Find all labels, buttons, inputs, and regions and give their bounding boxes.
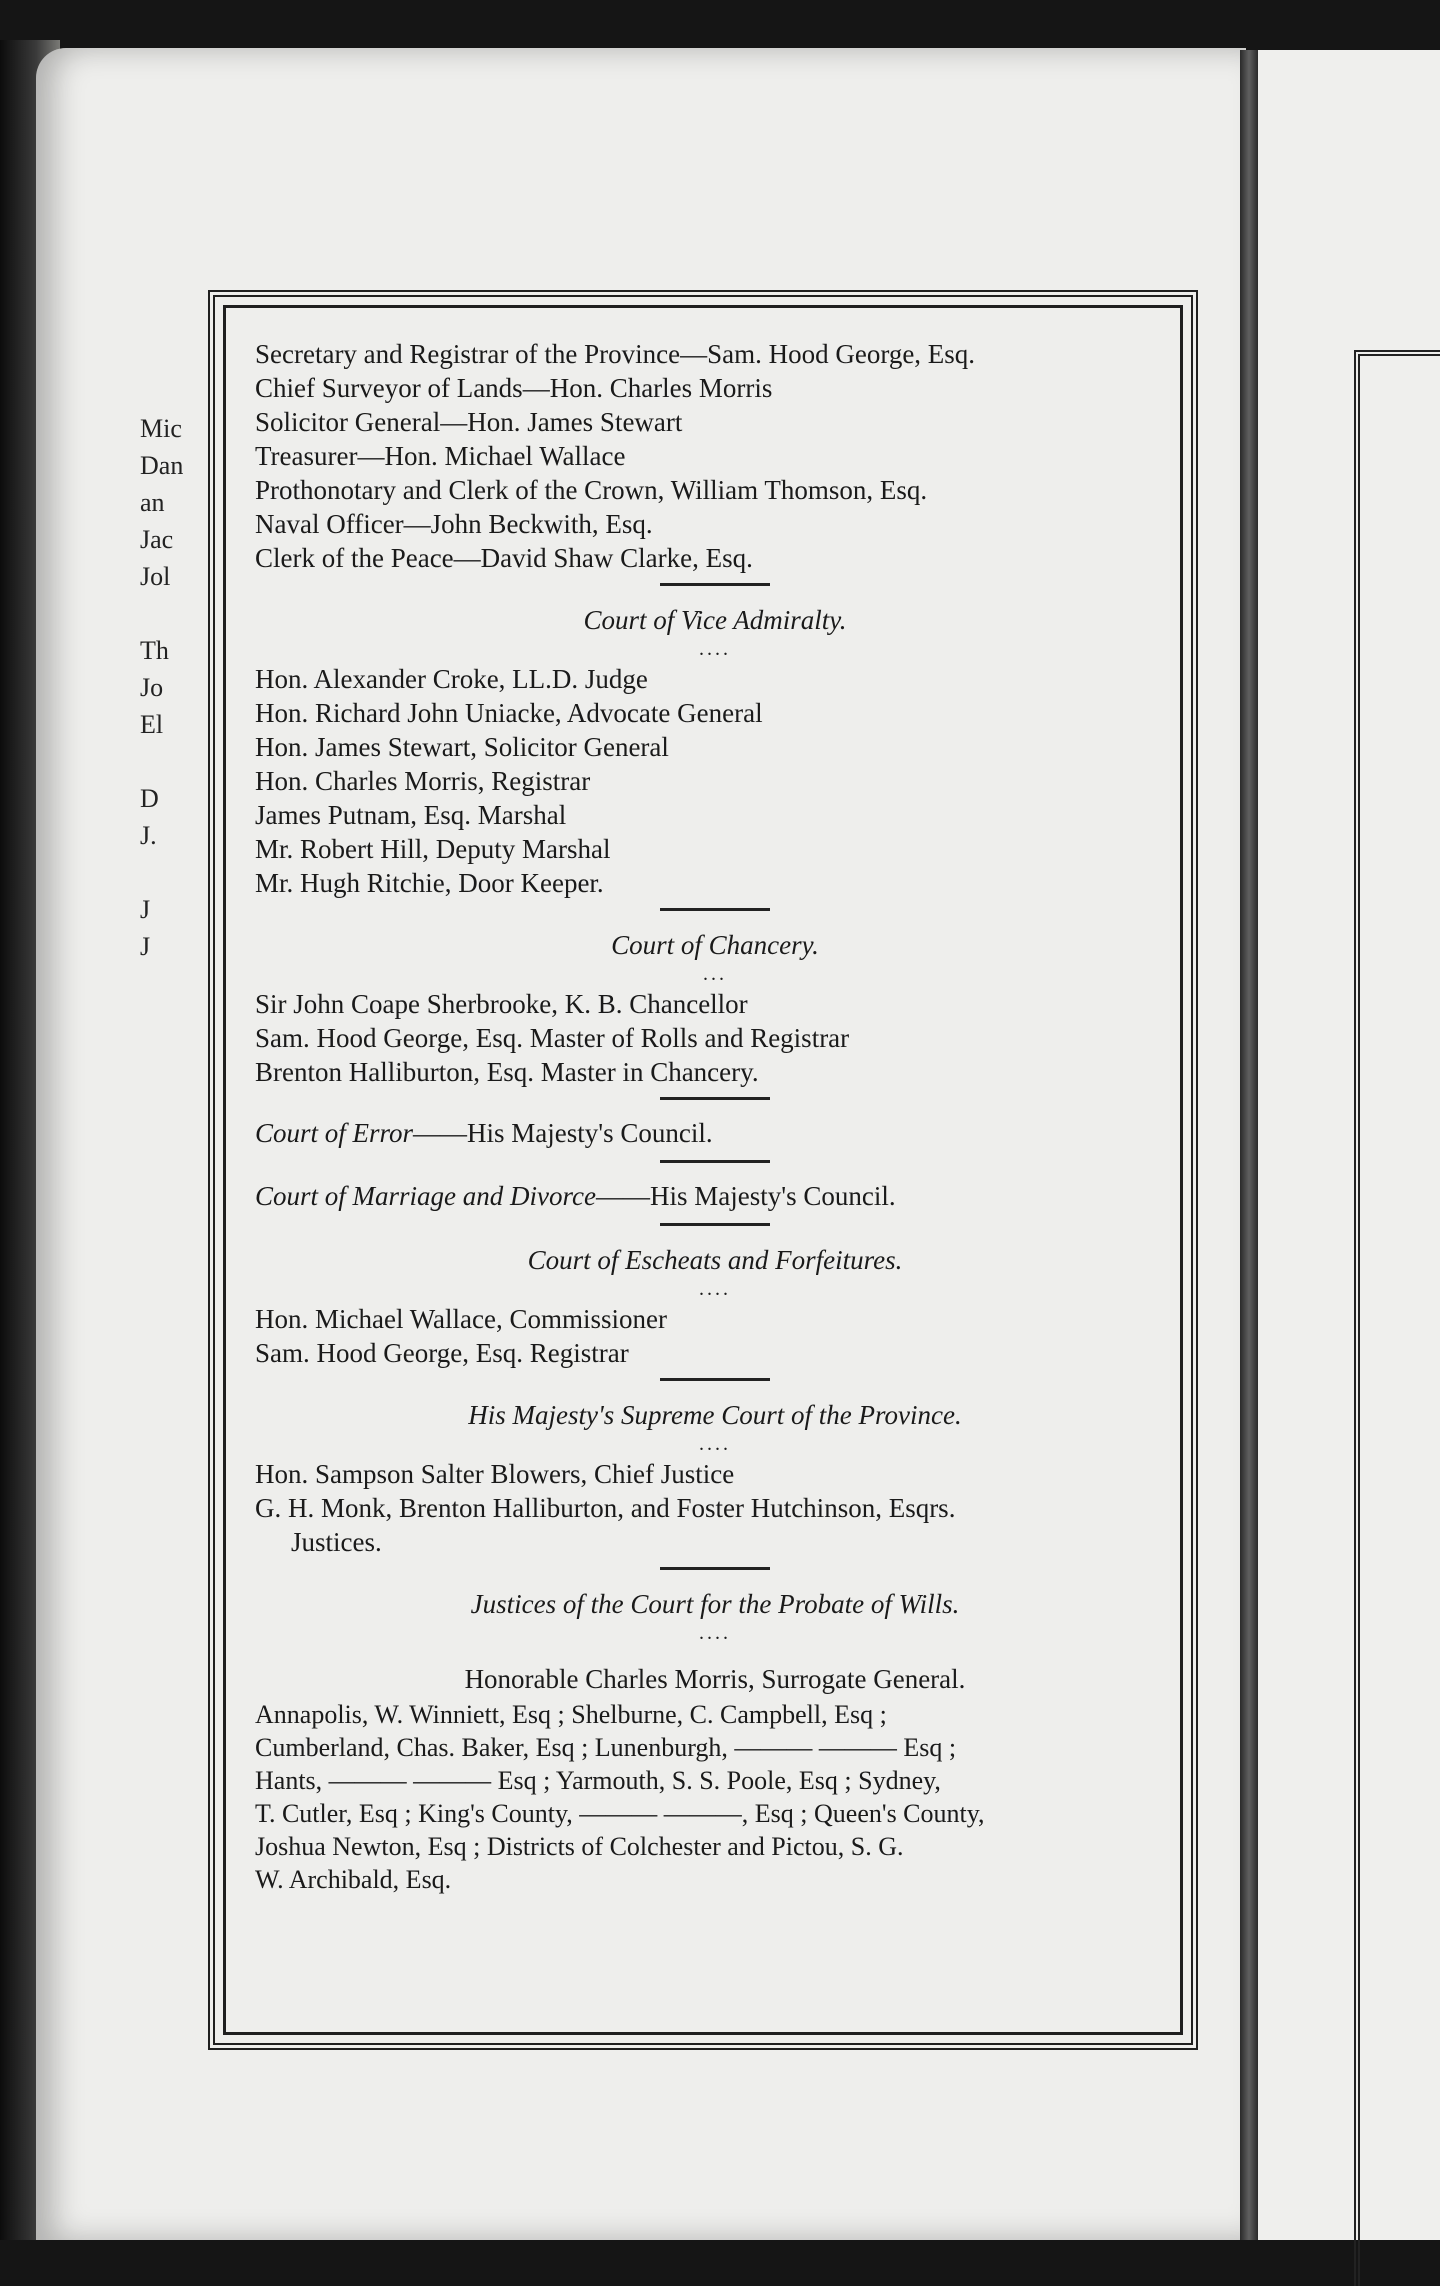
- section-dots: ....: [699, 638, 731, 660]
- right-page-fragment: an: [140, 488, 165, 517]
- right-page-fragment: J: [140, 932, 151, 961]
- vice-admiralty-section: [255, 600, 1175, 900]
- section-heading: Court of Vice Admiralty.: [583, 605, 847, 635]
- officer-line: Naval Officer—John Beckwith, Esq.: [255, 509, 653, 539]
- member-line: Hon. James Stewart, Solicitor General: [255, 732, 669, 762]
- member-line: Hon. Alexander Croke, LL.D. Judge: [255, 664, 648, 694]
- spacer: [255, 1646, 1175, 1660]
- right-page-fragment: D: [140, 784, 159, 813]
- member-line: Mr. Robert Hill, Deputy Marshal: [255, 834, 611, 864]
- officer-line: Clerk of the Peace—David Shaw Clarke, Esq.: [255, 543, 753, 573]
- right-page-fragment: [140, 743, 200, 780]
- section-dots: ...: [703, 963, 727, 985]
- member-line: Hon. Richard John Uniacke, Advocate General: [255, 698, 763, 728]
- member-line-continuation: Justices.: [291, 1527, 382, 1557]
- surrogate-line: Honorable Charles Morris, Surrogate General.: [464, 1664, 966, 1694]
- officer-line: Prothonotary and Clerk of the Crown, William Thomson, Esq.: [255, 475, 928, 505]
- right-page-fragment: Jol: [140, 562, 171, 591]
- section-rule: [660, 1097, 770, 1100]
- member-line: Hon. Michael Wallace, Commissioner: [255, 1304, 667, 1334]
- court-of-error-line: [255, 1114, 1175, 1152]
- section-heading: Court of Error: [255, 1118, 414, 1148]
- supreme-court-section: [255, 1395, 1175, 1559]
- right-page-fragment: [140, 595, 200, 632]
- section-text: ——His Majesty's Council.: [413, 1118, 713, 1148]
- member-line: Sir John Coape Sherbrooke, K. B. Chancellor: [255, 989, 748, 1019]
- section-rule: [660, 1567, 770, 1570]
- right-page-fragment: Jo: [140, 673, 164, 702]
- officer-line: Secretary and Registrar of the Province—Sam. Hood George, Esq.: [255, 339, 976, 369]
- court-of-marriage-line: [255, 1177, 1175, 1215]
- district-line: Annapolis, W. Winniett, Esq ; Shelburne, C. Campbell, Esq ;: [255, 1700, 887, 1729]
- member-line: James Putnam, Esq. Marshal: [255, 800, 567, 830]
- section-dots: ....: [699, 1433, 731, 1455]
- member-line: Sam. Hood George, Esq. Registrar: [255, 1338, 629, 1368]
- member-line: Mr. Hugh Ritchie, Door Keeper.: [255, 868, 604, 898]
- member-line: Sam. Hood George, Esq. Master of Rolls and Registrar: [255, 1023, 850, 1053]
- section-rule: [660, 1378, 770, 1381]
- escheats-section: [255, 1240, 1175, 1370]
- right-page-fragment: Mic: [140, 414, 182, 443]
- right-page-fragment: J.: [140, 821, 157, 850]
- officer-line: Treasurer—Hon. Michael Wallace: [255, 441, 626, 471]
- district-line: T. Cutler, Esq ; King's County, ——— ———, Esq ; Queen's County,: [255, 1799, 985, 1828]
- district-line: Cumberland, Chas. Baker, Esq ; Lunenburgh, ——— ——— Esq ;: [255, 1733, 957, 1762]
- section-dots: ....: [699, 1622, 731, 1644]
- section-heading: Court of Chancery.: [611, 930, 819, 960]
- right-page-fragment: Dan: [140, 451, 184, 480]
- section-dots: ....: [699, 1278, 731, 1300]
- right-page-fragment: El: [140, 710, 164, 739]
- member-line: G. H. Monk, Brenton Halliburton, and Foster Hutchinson, Esqrs.: [255, 1493, 956, 1523]
- right-page: [1258, 50, 1440, 2240]
- chancery-section: [255, 925, 1175, 1089]
- member-line: Hon. Sampson Salter Blowers, Chief Justice: [255, 1459, 735, 1489]
- officer-line: Solicitor General—Hon. James Stewart: [255, 407, 683, 437]
- officer-line: Chief Surveyor of Lands—Hon. Charles Morris: [255, 373, 773, 403]
- section-heading: His Majesty's Supreme Court of the Province.: [468, 1400, 962, 1430]
- member-line: Hon. Charles Morris, Registrar: [255, 766, 591, 796]
- right-page-text-fragments: [140, 410, 200, 965]
- section-heading: Justices of the Court for the Probate of Wills.: [470, 1589, 960, 1619]
- section-heading: Court of Escheats and Forfeitures.: [527, 1245, 903, 1275]
- member-line: Brenton Halliburton, Esq. Master in Chancery.: [255, 1057, 759, 1087]
- officers-list: [255, 337, 1175, 575]
- right-page-fragment: Th: [140, 636, 169, 665]
- right-page-fragment: Jac: [140, 525, 174, 554]
- district-line: W. Archibald, Esq.: [255, 1865, 452, 1894]
- section-rule: [660, 908, 770, 911]
- book-gutter: [1240, 50, 1258, 2240]
- right-page-fragment: J: [140, 895, 151, 924]
- section-heading: Court of Marriage and Divorce: [255, 1181, 596, 1211]
- district-line: Hants, ——— ——— Esq ; Yarmouth, S. S. Poole, Esq ; Sydney,: [255, 1766, 941, 1795]
- right-page-fragment: [140, 854, 200, 891]
- section-text: ——His Majesty's Council.: [595, 1181, 896, 1211]
- section-rule: [660, 1223, 770, 1226]
- section-rule: [660, 1160, 770, 1163]
- probate-section: [255, 1584, 1175, 1896]
- district-line: Joshua Newton, Esq ; Districts of Colchester and Pictou, S. G.: [255, 1832, 904, 1861]
- page-border-frame: [208, 290, 1198, 2050]
- page-content: [255, 337, 1175, 1896]
- section-rule: [660, 583, 770, 586]
- right-page-border: [1354, 350, 1440, 2286]
